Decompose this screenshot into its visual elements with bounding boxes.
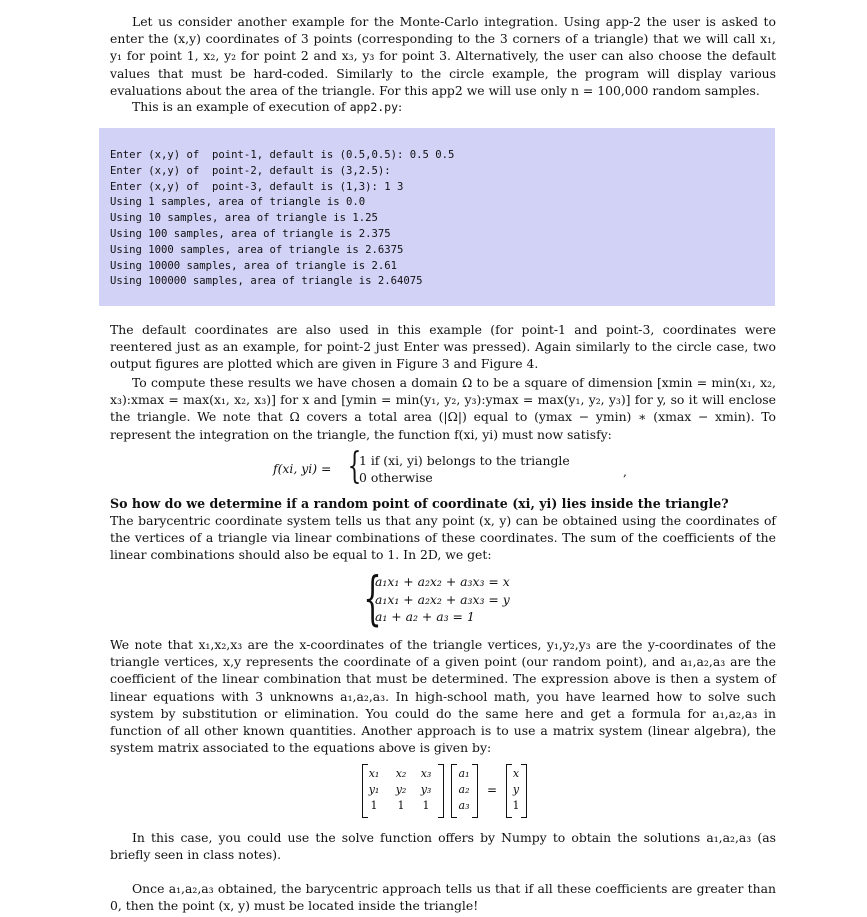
code-line: Using 1000 samples, area of triangle is 2.6375 [110,243,404,256]
vector-b-cell: 1 [512,799,520,812]
example-intro-colon: : [398,99,403,114]
system-line-3: a₁ + a₂ + a₃ = 1 [375,609,475,624]
code-line: Using 10 samples, area of triangle is 1.25 [110,212,378,225]
vector-a-cell: a₂ [458,783,470,796]
default-coords-paragraph: The default coordinates are also used in this example (for point-1 and point-3, coordinates were reentered just as an example, for point-2 just Enter was pressed). Again similarly to the circle case, two output figures are plotted which are given in Figure 3 and Figure 4. [110,322,776,372]
matrix-cell: y₃ [420,783,432,796]
system-brace: { [363,564,382,632]
domain-paragraph: To compute these results we have chosen a domain Ω to be a square of dimension [xmin = min(x₁, x₂, x₃):xmax = max(x₁, x₂, x₃)] for x and [ymin = min(y₁, y₂, y₃):ymax = max(y₁, y₂, y₃)] for y, so it will enclose the triangle. We note that Ω covers a total area (|Ω|) equal to (ymax − ymin) ∗ (xmax − xmin). To represent the integration on the triangle, the function f(xi, yi) must now satisfy: [110,375,776,442]
code-line: Using 10000 samples, area of triangle is 2.61 [110,259,398,272]
vector-a-cell: a₃ [458,799,470,812]
linear-system-paragraph: We note that x₁,x₂,x₃ are the x-coordinates of the triangle vertices, y₁,y₂,y₃ are the y-coordinates of the triangle vertices, x,y represents the coordinate of a given point (our random point), and a₁,a₂,a₃ are the coefficient of the linear combination that must be determined. The expression above is then a system of linear equations with 3 unknowns a₁,a₂,a₃. In high-school math, you have learned how to solve such system by substitution or elimination. You could do the same here and get a formula for a₁,a₂,a₃ in function of all other known quantities. Another approach is to use a matrix system (linear algebra), the system matrix associated to the equations above is given by: [110,637,776,756]
case-one: 1 if (xi, yi) belongs to the triangle [359,453,570,468]
example-intro-line [110,98,776,116]
vector-a-cell: a₁ [458,767,470,780]
matrix-right-bracket [438,764,444,818]
equation-comma: , [623,464,627,479]
function-lhs: f(xi, yi) = [273,461,332,476]
code-line: Using 100000 samples, area of triangle is 2.64075 [110,275,423,288]
vector-b-cell: x [512,767,520,780]
intro-paragraph: Let us consider another example for the Monte-Carlo integration. Using app-2 the user is asked to enter the (x,y) coordinates of 3 points (corresponding to the 3 corners of a triangle) that we will call x₁, y₁ for point 1, x₂, y₂ for point 2 and x₃, y₃ for point 3. Alternatively, the user can also choose the default values that must be hard-coded. Similarly to the circle example, the program will display various evaluations about the area of the triangle. For this app2 we will use only n = 100,000 random samples. [110,14,776,98]
matrix-cell: 1 [397,799,405,812]
code-output-block [99,128,775,306]
left-brace: { [347,446,362,487]
code-line: Enter (x,y) of point-3, default is (1,3): 1 3 [110,180,404,193]
matrix-cell: 1 [370,799,378,812]
question-heading: So how do we determine if a random point of coordinate (xi, yi) lies inside the triangle? [110,496,729,511]
matrix-cell: 1 [422,799,430,812]
vector-b-cell: y [512,783,520,796]
system-line-2: a₁x₁ + a₂x₂ + a₃x₃ = y [375,592,510,607]
matrix-cell: x₂ [395,767,407,780]
matrix-cell: x₃ [420,767,432,780]
matrix-cell: y₁ [368,783,380,796]
numpy-solve-paragraph: In this case, you could use the solve function offers by Numpy to obtain the solutions a₁,a₂,a₃ (as briefly seen in class notes). [110,830,776,863]
case-two: 0 otherwise [359,470,433,485]
system-line-1: a₁x₁ + a₂x₂ + a₃x₃ = x [375,574,510,589]
matrix-equals: = [487,783,498,797]
code-line: Using 1 samples, area of triangle is 0.0 [110,196,366,209]
matrix-cell: x₁ [368,767,380,780]
code-line: Enter (x,y) of point-1, default is (0.5,0.5): 0.5 0.5 [110,149,455,161]
matrix-cell: y₂ [395,783,407,796]
code-line: Enter (x,y) of point-2, default is (3,2.5): [110,164,391,177]
example-intro-text: This is an example of execution of [132,99,350,114]
script-filename: app2.py [349,100,399,114]
barycentric-paragraph: The barycentric coordinate system tells us that any point (x, y) can be obtained using the coordinates of the vertices of a triangle via linear combinations of these coordinates. The sum of the coefficients of the linear combinations should also be equal to 1. In 2D, we get: [110,513,776,563]
code-line: Using 100 samples, area of triangle is 2.375 [110,228,391,240]
conclusion-paragraph: Once a₁,a₂,a₃ obtained, the barycentric approach tells us that if all these coefficients are greater than 0, then the point (x, y) must be located inside the triangle! [110,881,776,914]
